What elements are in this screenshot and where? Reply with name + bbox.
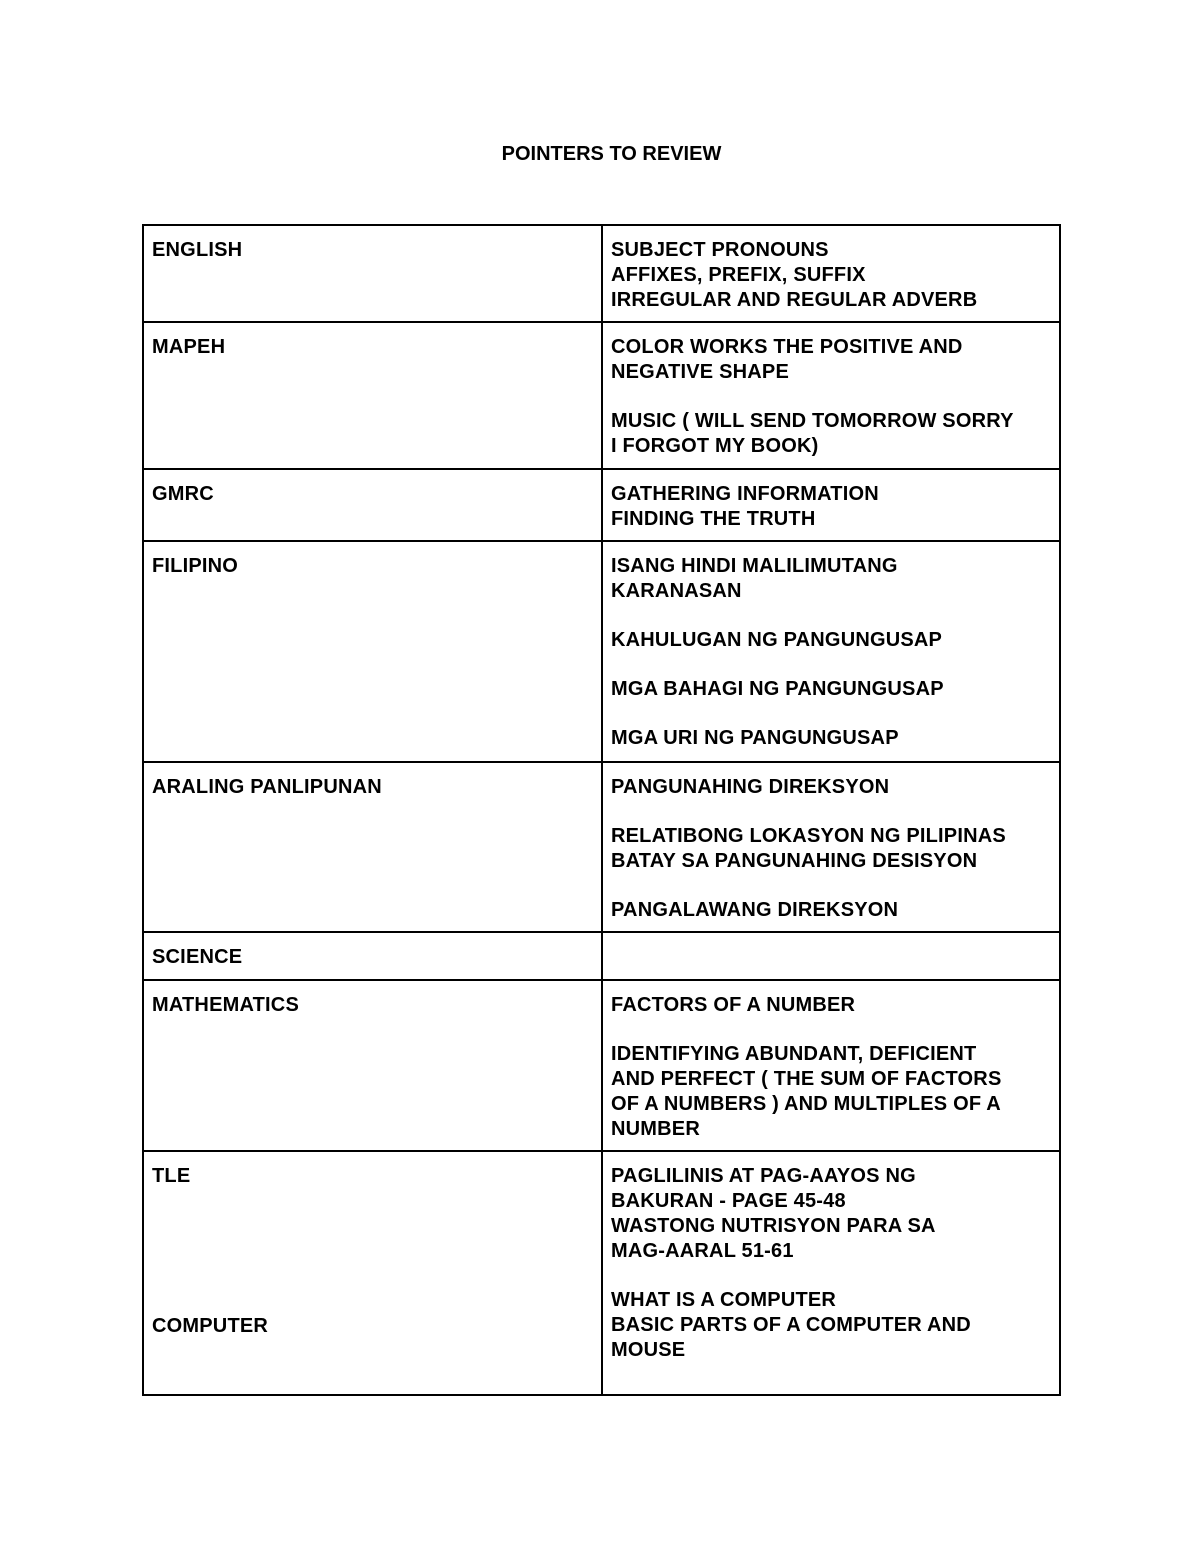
topic-line: MOUSE bbox=[611, 1339, 686, 1361]
table-row bbox=[143, 469, 1060, 541]
topic-line: ISANG HINDI MALILIMUTANG bbox=[611, 555, 898, 577]
topics-cell bbox=[602, 932, 1060, 980]
subject-cell bbox=[143, 541, 602, 762]
subject-cell bbox=[143, 469, 602, 541]
page-title: POINTERS TO REVIEW bbox=[501, 143, 722, 165]
topics-cell bbox=[602, 980, 1060, 1151]
topic-line: PANGUNAHING DIREKSYON bbox=[611, 776, 890, 798]
topic-line: NUMBER bbox=[611, 1118, 700, 1140]
topic-line: KARANASAN bbox=[611, 580, 742, 602]
topic-block bbox=[611, 554, 1051, 604]
topics-cell bbox=[602, 322, 1060, 469]
topic-line: BASIC PARTS OF A COMPUTER AND bbox=[611, 1314, 971, 1336]
topic-block bbox=[611, 775, 1051, 800]
subject-label: MAPEH bbox=[152, 336, 226, 358]
subject-label: ENGLISH bbox=[152, 239, 243, 261]
table-row bbox=[143, 980, 1060, 1151]
subject-cell bbox=[143, 980, 602, 1151]
topic-line: IDENTIFYING ABUNDANT, DEFICIENT bbox=[611, 1043, 977, 1065]
subject-label: FILIPINO bbox=[152, 555, 239, 577]
topic-line: MUSIC ( WILL SEND TOMORROW SORRY bbox=[611, 410, 1014, 432]
table-row bbox=[143, 1151, 1060, 1395]
subject-label: TLE bbox=[152, 1165, 191, 1187]
topic-block bbox=[611, 726, 1051, 751]
topic-line: AFFIXES, PREFIX, SUFFIX bbox=[611, 264, 866, 286]
topics-cell bbox=[602, 1151, 1060, 1395]
subject-label: GMRC bbox=[152, 483, 214, 505]
topic-line: NEGATIVE SHAPE bbox=[611, 361, 790, 383]
subject-label: ARALING PANLIPUNAN bbox=[152, 776, 382, 798]
topic-block bbox=[611, 1164, 1051, 1264]
topic-block bbox=[611, 238, 1051, 313]
topic-line: MAG-AARAL 51-61 bbox=[611, 1240, 794, 1262]
topic-block bbox=[611, 1042, 1051, 1142]
topic-line: FINDING THE TRUTH bbox=[611, 508, 816, 530]
topic-block bbox=[611, 824, 1051, 874]
topics-cell bbox=[602, 469, 1060, 541]
topics-cell bbox=[602, 541, 1060, 762]
topic-block bbox=[611, 898, 1051, 923]
topics-cell bbox=[602, 225, 1060, 322]
topic-line: MGA URI NG PANGUNGUSAP bbox=[611, 727, 899, 749]
topic-line: WASTONG NUTRISYON PARA SA bbox=[611, 1215, 936, 1237]
topic-line: IRREGULAR AND REGULAR ADVERB bbox=[611, 289, 978, 311]
topic-line: PAGLILINIS AT PAG-AAYOS NG bbox=[611, 1165, 916, 1187]
topic-line: BATAY SA PANGUNAHING DESISYON bbox=[611, 850, 978, 872]
topic-line: COLOR WORKS THE POSITIVE AND bbox=[611, 336, 963, 358]
topic-line: PANGALAWANG DIREKSYON bbox=[611, 899, 899, 921]
subject-label: MATHEMATICS bbox=[152, 994, 299, 1016]
topic-block bbox=[611, 677, 1051, 702]
subject-cell bbox=[143, 225, 602, 322]
table-row bbox=[143, 322, 1060, 469]
topic-block bbox=[611, 1288, 1051, 1363]
review-table bbox=[142, 224, 1061, 1396]
subject-label-computer: COMPUTER bbox=[152, 1315, 269, 1337]
topic-line: SUBJECT PRONOUNS bbox=[611, 239, 829, 261]
topics-cell bbox=[602, 762, 1060, 932]
table-row bbox=[143, 932, 1060, 980]
topic-line: BAKURAN - PAGE 45-48 bbox=[611, 1190, 846, 1212]
subject-cell bbox=[143, 322, 602, 469]
subject-cell bbox=[143, 932, 602, 980]
subject-label: SCIENCE bbox=[152, 946, 243, 968]
topic-block bbox=[611, 993, 1051, 1018]
topic-line: WHAT IS A COMPUTER bbox=[611, 1289, 837, 1311]
topic-block bbox=[611, 482, 1051, 532]
topic-line: GATHERING INFORMATION bbox=[611, 483, 879, 505]
topic-line: AND PERFECT ( THE SUM OF FACTORS bbox=[611, 1068, 1002, 1090]
table-row bbox=[143, 225, 1060, 322]
table-row bbox=[143, 541, 1060, 762]
topic-line: OF A NUMBERS ) AND MULTIPLES OF A bbox=[611, 1093, 1001, 1115]
topic-block bbox=[611, 335, 1051, 385]
topic-line: I FORGOT MY BOOK) bbox=[611, 435, 819, 457]
topic-line: FACTORS OF A NUMBER bbox=[611, 994, 856, 1016]
topic-line: RELATIBONG LOKASYON NG PILIPINAS bbox=[611, 825, 1006, 847]
topic-block bbox=[611, 409, 1051, 459]
table-row bbox=[143, 762, 1060, 932]
topic-line: KAHULUGAN NG PANGUNGUSAP bbox=[611, 629, 943, 651]
topic-block bbox=[611, 628, 1051, 653]
subject-cell bbox=[143, 762, 602, 932]
topic-line: MGA BAHAGI NG PANGUNGUSAP bbox=[611, 678, 944, 700]
subject-cell bbox=[143, 1151, 602, 1395]
